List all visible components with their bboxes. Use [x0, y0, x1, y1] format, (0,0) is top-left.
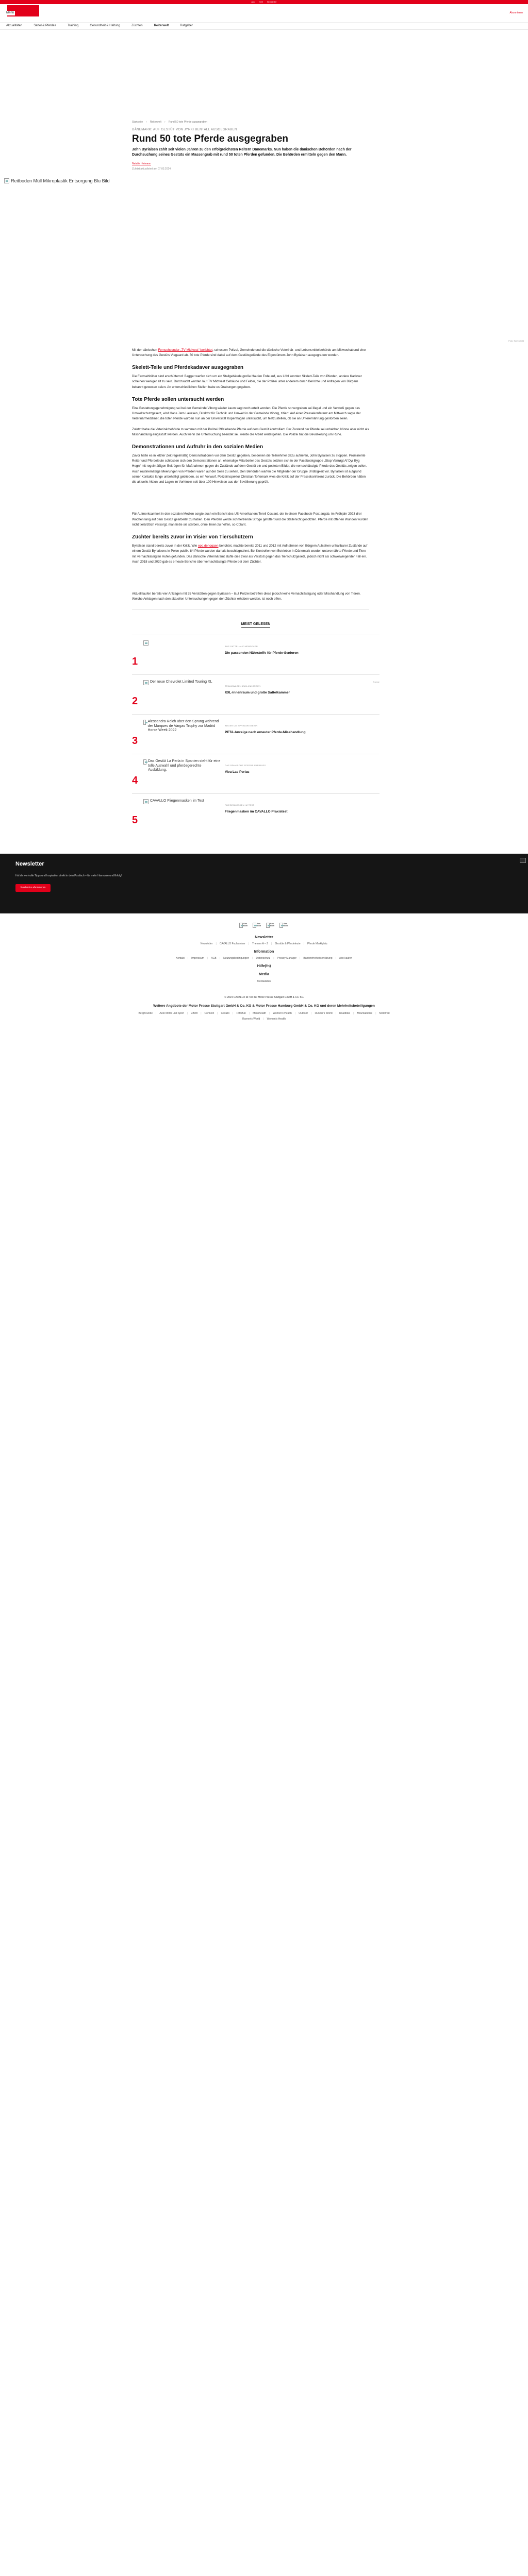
footer-link[interactable]: Runner's World	[242, 1018, 260, 1021]
footer-link[interactable]: | Impressum	[188, 957, 204, 961]
newsletter-title: Newsletter	[15, 860, 44, 867]
teaser-kicker: FLIEGENMASKEN IM TEST	[225, 803, 255, 806]
nav-item[interactable]: Training	[67, 24, 79, 27]
rank-number: 4	[132, 774, 138, 786]
footer-link[interactable]: Newsletter	[200, 942, 213, 946]
site-header	[0, 4, 528, 23]
social-icon[interactable]: Soc Icon	[239, 923, 249, 930]
teaser-image: Das Gestüt La Perla in Spanien steht für eine tolle Auswahl und pferdegerechte Ausbildung.	[143, 759, 221, 783]
footer-link[interactable]: Mediadaten	[257, 979, 271, 983]
broken-image-icon	[143, 720, 146, 725]
teaser-image: CAVALLO Fliegenmasken im Test	[143, 799, 221, 822]
footer-link[interactable]: | Auto Motor und Sport	[156, 1012, 184, 1016]
section-heading: Demonstrationen und Aufruhr in den sozialen Medien	[132, 444, 263, 450]
footer-link[interactable]: Bergfreunde	[138, 1011, 153, 1015]
footer-link[interactable]: | Nutzungsbedingungen	[220, 957, 249, 961]
footer-brand-links	[0, 1018, 528, 1022]
newsletter-banner	[0, 854, 528, 913]
footer-link[interactable]: | Themen A – Z	[249, 942, 268, 946]
paragraph: Byrialsen stand bereits zuvor in der Kritik. Wie epo.denoggen berichtet, machte bereits 2011 und 2012 mit Aufnahmen von Bürgern Aufsehen unhaltbarer Zustände auf einem Gestüt Byrialsens in Polen publik. 84 Pferde wurden damals beschlagnahmt. Bei Kontrollen von Betrieben in Dänemark wurden unterernährte Pferde und Tiere mit vernachlässigten Hufen gefunden. Das dänische Veterinäramt stufte dies zwar als Verstoß gegen das Tierschutzgesetz, jedoch nicht als schwerwiegender Fall ein. Auch 2018 und 2020 gab es erneute Berichte über vernachlässigte Pferde bei dem Züchter.	[132, 544, 368, 564]
hero-image-alt: Reitboden Müll Mikroplastik Entsorgung Blu Bild	[4, 178, 110, 185]
article-kicker: DÄNEMARK: AUF GESTÜT VON JYRKI BENTALL AUSGEGRABEN	[132, 128, 237, 131]
footer-link[interactable]: | Roadbike	[336, 1012, 350, 1016]
breadcrumb	[132, 121, 369, 125]
copyright: © 2024 CAVALLO ist Teil der Motor Presse Stuttgart GmbH & Co. KG	[224, 996, 304, 999]
teaser-headline: Viva Las Perlas	[225, 770, 250, 774]
footer-link[interactable]: | Abo kaufen	[336, 957, 353, 961]
most-read-title: MEIST GELESEN	[132, 622, 380, 628]
teaser-headline: PETA-Anzeige nach erneuter Pferde-Misshandlung	[225, 731, 306, 735]
article-body	[132, 348, 369, 610]
broken-image-icon	[143, 640, 148, 646]
site-footer	[0, 913, 528, 1022]
top-bar	[0, 0, 528, 4]
footer-heading: Hilfe(fn)	[257, 964, 271, 968]
footer-link[interactable]: | Women's Health	[263, 1018, 286, 1022]
teaser-image	[143, 640, 221, 664]
article-date: Zuletzt aktualisiert am 07.03.2024	[132, 167, 171, 171]
section-heading: Züchter bereits zuvor im Visier von Tierschützern	[132, 534, 253, 540]
teaser-headline: XXL-Innenraum und große Sattelkammer	[225, 691, 290, 695]
footer-link[interactable]: | Motorrad	[375, 1012, 389, 1016]
inline-link[interactable]: Fernsehsender „TV Midtvest“ berichtet	[158, 348, 213, 352]
breadcrumb-separator: ›	[164, 121, 166, 124]
nav-item[interactable]: Sattel & Pferdes	[34, 24, 56, 27]
footer-link[interactable]: | Privacy Manager	[273, 957, 296, 961]
nav-item[interactable]: Ratgeber	[180, 24, 193, 27]
section-heading: Tote Pferde sollen untersucht werden	[132, 396, 224, 402]
newsletter-text: Hol dir wertvolle Tipps und Inspiration direkt in dein Postfach – für mehr Harmonie und Erfolg!	[15, 874, 122, 878]
footer-link[interactable]: Kontakt	[175, 957, 185, 960]
most-read-item[interactable]	[132, 714, 380, 754]
footer-links	[0, 942, 528, 946]
nav-item[interactable]: Züchten	[131, 24, 143, 27]
rank-number: 1	[132, 655, 138, 667]
footer-link[interactable]: | Datenschutz	[252, 957, 270, 961]
nav-item[interactable]: Aktualitäten	[6, 24, 23, 27]
hero-image	[4, 178, 524, 348]
broken-image-icon	[143, 759, 146, 765]
newsletter-image	[520, 858, 526, 863]
footer-link[interactable]: | Barrierefreiheitserklärung	[300, 957, 332, 961]
menu-button[interactable]: Menü	[6, 11, 14, 14]
most-read-item[interactable]	[132, 793, 380, 833]
most-read	[132, 622, 380, 833]
author-link[interactable]: Natalie Heimann	[132, 162, 151, 165]
footer-heading: Newsletter	[255, 935, 273, 939]
rank-number: 2	[132, 695, 138, 707]
breadcrumb-item[interactable]: Startseite	[132, 121, 143, 124]
paragraph: Eine Bestattungsgenehmigung sei bei der Gemeinde Viborg wieder kaum sagt noch erteilt worden. Die Pferde so vergraben sei illegal und ein Verstoß gegen das Umweltschutzgesetz, wird Hans Jørn Lauesen, Direktor für Technik und Umwelt in der Gemeinde Viborg, zitiert. Auf einer Pressekonferenz am Mittwoch sagte der Veterinärmediziner, die toten Pferde würden nun an der Universität Kopenhagen untersucht, um festzustellen, ob sie an Unterernährung gestorben seien.	[132, 406, 361, 421]
paragraph: Aktuell laufen bereits vier Anklagen mit 35 Verstößen gegen Byrialsen – laut Polizei betreffen diese jedoch keine Vernachlässigung oder Misshandlung von Tieren. Welche Anklagen nach den aktuellen Untersuchungen gegen den Züchter erhoben werden, ist noch offen.	[132, 592, 361, 601]
breadcrumb-separator: ›	[146, 121, 147, 124]
footer-link[interactable]: | Mountainbike	[353, 1012, 372, 1016]
footer-link[interactable]: | CAVALLO Fuchsteiner	[216, 942, 245, 946]
topbar-link[interactable]: Abo	[251, 1, 255, 3]
ad-badge: Anzeige	[373, 681, 380, 683]
social-icon[interactable]: Soc Icon	[266, 923, 275, 930]
topbar-link[interactable]: Newsletter	[267, 1, 277, 3]
breadcrumb-item[interactable]: Reiterwelt	[150, 121, 162, 124]
teaser-image: Der neue Chevrolet Limited Touring XL	[143, 680, 221, 703]
teaser-headline: Fliegenmasken im CAVALLO Praxistest	[225, 810, 288, 814]
footer-brand-links	[0, 1012, 528, 1016]
article-lead: John Byrialsen zählt seit vielen Jahren zu den erfolgreichsten Reitern Dänemarks. Nun haben die dänischen Behörden nach der Durchsuchung seines Gestüts ein Massengrab mit rund 50 toten Pferden gefunden. Die Behörden ermitteln gegen den Mann.	[132, 148, 352, 157]
footer-link[interactable]: | Connect	[201, 1012, 214, 1016]
footer-link[interactable]: | Pferde Marktplatz	[304, 942, 328, 946]
broken-image-icon	[143, 799, 148, 804]
footer-links	[0, 980, 528, 984]
hero-caption: Foto: Symbolbild	[508, 339, 524, 342]
footer-link[interactable]: | Runner's World	[311, 1012, 333, 1016]
subscribe-link[interactable]: Abonnieren	[509, 11, 523, 14]
broken-image-icon	[143, 680, 148, 685]
paragraph: Die Fernsehbilder sind erschütternd: Bagger werfen sich um ein Stallgebäude große Haufen Erde auf, aus Löhl konnten Skelett-Teile von Pferden, andere Kadaver scheinen weniger alt zu sein. Durchsucht wurden laut TV Midtvest Gebäude und Felder, die der Polizei unter anderem durch Berichte und Anfragen von Bürgern bekannt gewesen seien. An unterschiedlichen Stellen habe es Grabungen gegeben.	[132, 375, 362, 389]
teaser-kicker: AUS SATTEL AUF MENSCHEN	[225, 645, 258, 648]
nav-item-active[interactable]: Reiterwelt	[154, 24, 169, 27]
category-nav	[0, 23, 528, 30]
newsletter-subscribe-button[interactable]: Kostenlos abonnieren	[15, 884, 51, 892]
article	[0, 121, 528, 833]
footer-link[interactable]: | Menshealth	[249, 1012, 266, 1016]
paragraph: Zuvor hatte es in letzter Zeit regelmäßig Demonstrationen vor dem Gestüt gegeben, bei denen die Teilnehmer dazu aufriefen, John Byrialsen zu stoppen. Prominente Reiter und Pferdeleute schlossen sich den Demonstrationen an, ehemalige Mitarbeiter des Gestüts setzten sich in der Facebookgruppe „Stop Vanrøgt Af Dyr Byg Hegn“ mit regelmäßigen Beiträgen für Maßnahmen gegen die Zustände auf dem Gestüt ein und posteten Bilder, die vernachlässigte Pferde des Gestüts zeigen sollen. Auch routinemäßige Meerungen von Pferden waren auf der Seite zu sehen. Den Behörden warfen die Mitglieder der Gruppe Untätigkeit vor. Byrialsen ist aufgrund seiner Kontakte lange unbehelligt geblieben, so ein Vorwurf. Polizeiinspektor Christian Toftemark wies die Kritik auf der Pressekonferenz zurück. Die Behörden hätten die aktuelle Aktion und Lagen im Vorhinein seit über 100 Hinweisen aus der Bevölkerung geprüft.	[132, 453, 367, 484]
teaser-kicker: ÄRGER UM SPRINGREITERIN	[225, 724, 258, 727]
social-icon[interactable]: Soc Icon	[253, 923, 262, 930]
footer-link[interactable]: | Elfer8	[187, 1012, 197, 1016]
teaser-kicker: TRAUMWAGEN ZUM ANHÄNGEN	[225, 684, 261, 687]
topbar-link[interactable]: Heft	[259, 1, 263, 3]
further-offers-heading: Weitere Angebote der Motor Presse Stuttgart GmbH & Co. KG & Motor Presse Hamburg GmbH & Co. KG und deren Mehrheitsbeteiligungen	[153, 1004, 375, 1008]
section-heading: Skelett-Teile und Pferdekadaver ausgegraben	[132, 365, 244, 371]
footer-links	[0, 957, 528, 961]
footer-link[interactable]: | Cavallo	[217, 1012, 229, 1016]
footer-link[interactable]: | Outdoor	[295, 1012, 308, 1016]
footer-heading: Media	[259, 973, 269, 977]
footer-link[interactable]: | Fitforfun	[233, 1012, 246, 1016]
social-links	[0, 923, 528, 930]
teaser-headline: Die passenden Nährstoffe für Pferde-Senioren	[225, 651, 299, 655]
social-icon[interactable]: Soc Icon	[279, 923, 289, 930]
most-read-item[interactable]	[132, 635, 380, 674]
footer-link[interactable]: | Gestüte & Pferdeleute	[271, 942, 301, 946]
rank-number: 3	[132, 735, 138, 747]
rank-number: 5	[132, 814, 138, 826]
footer-link[interactable]: | AGB	[207, 957, 217, 961]
breadcrumb-current: Rund 50 tote Pferde ausgegraben	[168, 121, 208, 124]
paragraph: Zuletzt habe die Veterinärbehörde zusammen mit der Polizei 390 lebende Pferde auf dem Gestüt kontrolliert. Der Zustand der Pferde sei unhaltbar, könne aber nicht als Misshandlung eingestuft werden. Auch wenn die Untersuchung beendet sei, werde die Arbeit weitergehen. Die Polizei hat die Bevölkerung um Ruhe.	[132, 427, 369, 436]
nav-item[interactable]: Gesundheit & Haltung	[90, 24, 120, 27]
most-read-item[interactable]	[132, 674, 380, 714]
most-read-item[interactable]	[132, 754, 380, 793]
paragraph: Für Aufmerksamkeit in den sozialen Medien sorgte auch ein Bericht des US-Amerikaners Terell Cosiant, der in einem Facebook-Post angab, im Frühjahr 2023 drei Wochen lang auf dem Gestüt gearbeitet zu haben. Den Pferden werde schmerzende Stroge gefüttert und die Stallenicht gesotzten. Pferde mit offenen Wunden würden nicht tierärztlich versorgt, man ließe sie sterben, ohne ihnen zu helfen, so Colant.	[132, 512, 368, 527]
footer-heading: Information	[254, 950, 274, 954]
article-title: Rund 50 tote Pferde ausgegraben	[132, 133, 289, 144]
teaser-kicker: DAS SPANISCHE PFERDE-PARADIES	[225, 764, 266, 767]
paragraph: Mit der dänischen Fernsehsender „TV Midtvest“ berichtet, schossen Polizei, Gemeinde und die dänische Veterinär- und Lebensmittelbehörde am Mittwochabend eine Untersuchung des Gestüts Viegaard ab. 50 tote Pferde sind dabei auf dem Gestütsgelände des Eigentümers John Byrialsen ausgegraben worden.	[132, 348, 366, 357]
inline-link[interactable]: epo.denoggen	[197, 544, 219, 548]
footer-link[interactable]: | Women's Health	[269, 1012, 292, 1016]
broken-image-icon	[4, 178, 9, 183]
teaser-image: Alessandra Reich über den Sprung während der Marques de Vargas Trophy zur Madrid Horse Week 2022	[143, 720, 221, 743]
